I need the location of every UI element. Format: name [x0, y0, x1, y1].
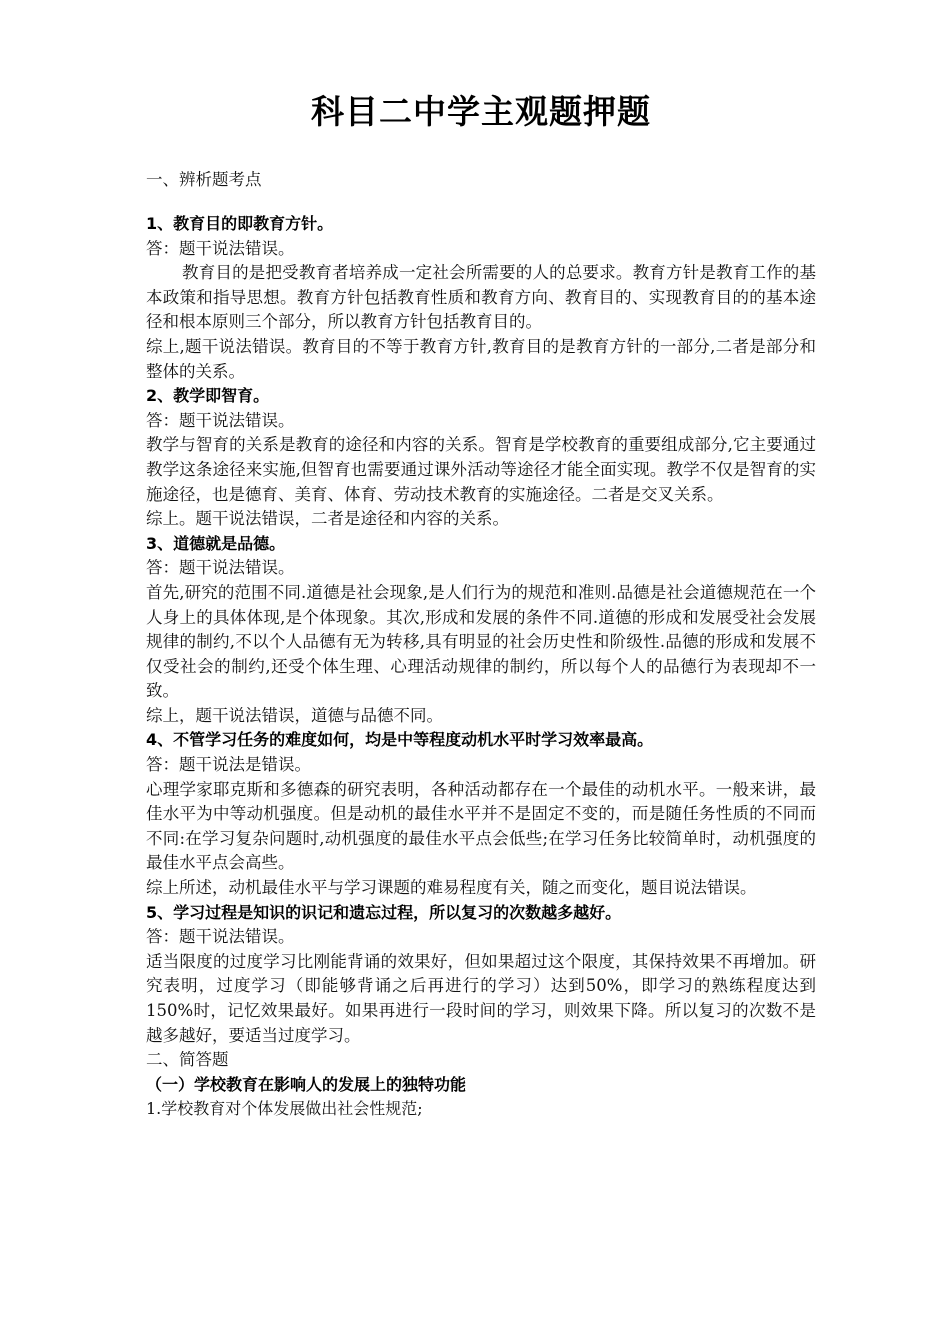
- subsection-heading-1: （一）学校教育在影响人的发展上的独特功能: [146, 1074, 467, 1094]
- answer-4-body: 心理学家耶克斯和多德森的研究表明，各种活动都存在一个最佳的动机水平。一般来讲，最佳水平为中等动机强度。但是动机的最佳水平并不是固定不变的，而是随任务性质的不同而不同:在学习复杂问题时,动机强度的最佳水平点会低些;在学习任务比较简单时，动机强度的最佳水平点会高些。: [146, 779, 816, 873]
- spacer: [146, 192, 816, 212]
- answer-1-body: 教育目的是把受教育者培养成一定社会所需要的人的总要求。教育方针是教育工作的基本政策和指导思想。教育方针包括教育性质和教育方向、教育目的、实现教育目的的基本途径和根本原则三个部分，所以教育方针包括教育目的。: [146, 263, 816, 332]
- answer-3-conclusion: 综上，题干说法错误，道德与品德不同。: [146, 705, 443, 725]
- question-1: 1、教育目的即教育方针。: [146, 214, 334, 233]
- answer-3: 答：题干说法错误。: [146, 558, 295, 578]
- answer-1: 答：题干说法错误。: [146, 238, 295, 258]
- document-page: [146, 0, 816, 1122]
- document-title: 科目二中学主观题押题: [311, 92, 651, 131]
- answer-2-conclusion: 综上。题干说法错误，二者是途径和内容的关系。: [146, 509, 509, 529]
- answer-5: 答：题干说法错误。: [146, 927, 295, 947]
- question-5: 5、学习过程是知识的识记和遗忘过程，所以复习的次数越多越好。: [146, 902, 622, 922]
- question-2: 2、教学即智育。: [146, 386, 270, 406]
- section-heading-short-answer: 二、简答题: [146, 1050, 229, 1070]
- answer-2: 答：题干说法错误。: [146, 410, 295, 430]
- question-3: 3、道德就是品德。: [146, 533, 286, 553]
- section-heading-analysis: 一、辨析题考点: [146, 170, 262, 189]
- answer-3-body: 首先,研究的范围不同.道德是社会现象,是人们行为的规范和准则.品德是社会道德规范在一个人身上的具体体现,是个体现象。其次,形成和发展的条件不同.道德的形成和发展受社会发展规律的制约,不以个人品德有无为转移,具有明显的社会历史性和阶级性.品德的形成和发展不仅受社会的制约,还受个体生理、心理活动规律的制约，所以每个人的品德行为表现却不一致。: [146, 582, 816, 701]
- answer-4-conclusion: 综上所述，动机最佳水平与学习课题的难易程度有关，随之而变化，题目说法错误。: [146, 878, 757, 898]
- answer-1-conclusion: 综上,题干说法错误。教育目的不等于教育方针,教育目的是教育方针的一部分,二者是部分和整体的关系。: [146, 336, 816, 381]
- question-4: 4、不管学习任务的难度如何，均是中等程度动机水平时学习效率最高。: [146, 730, 654, 750]
- answer-4: 答：题干说法是错误。: [146, 755, 311, 775]
- answer-5-body: 适当限度的过度学习比刚能背诵的效果好，但如果超过这个限度，其保持效果不再增加。研究表明，过度学习（即能够背诵之后再进行的学习）达到50%，即学习的熟练程度达到 150%时，记忆效果最好。如果再进行一段时间的学习，则效果下降。所以复习的次数不是越多越好，要适当过度学习。: [146, 951, 816, 1045]
- answer-2-body: 教学与智育的关系是教育的途径和内容的关系。智育是学校教育的重要组成部分,它主要通过教学这条途径来实施,但智育也需要通过课外活动等途径才能全面实现。教学不仅是智育的实施途径，也是德育、美育、体育、劳动技术教育的实施途径。二者是交叉关系。: [146, 435, 816, 504]
- list-item: 1.学校教育对个体发展做出社会性规范;: [146, 1099, 423, 1119]
